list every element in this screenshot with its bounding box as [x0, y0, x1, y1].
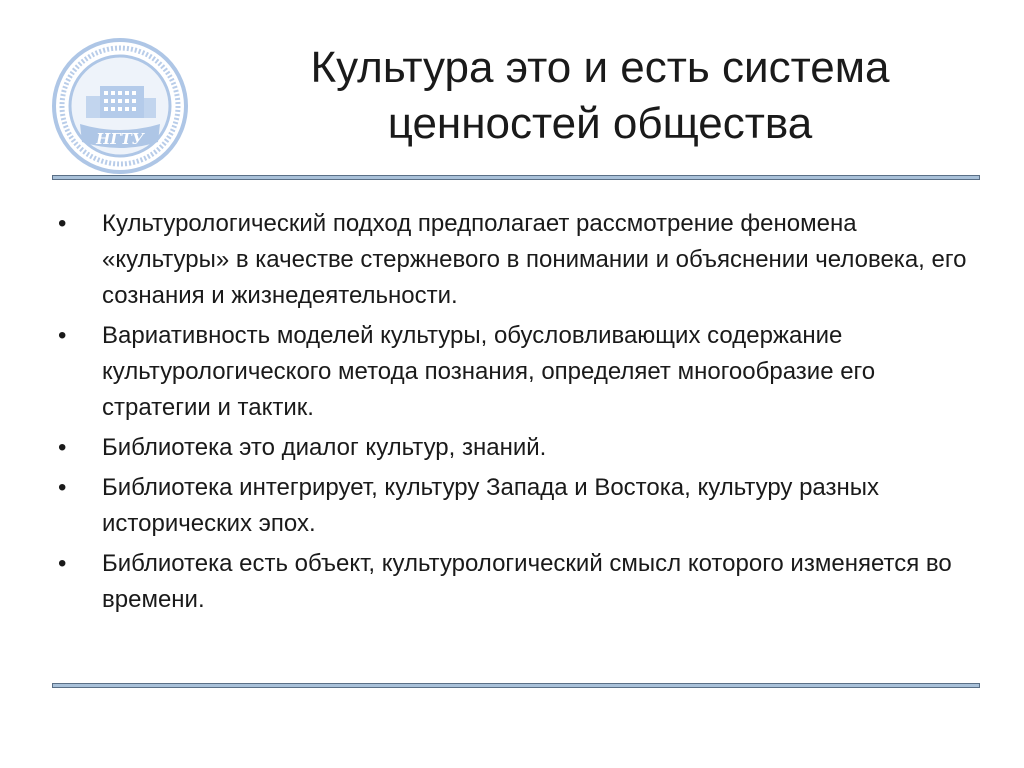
logo-text: НГТУ — [96, 130, 144, 148]
bullet-icon: • — [58, 550, 67, 577]
bullet-item — [56, 318, 976, 426]
slide-title — [200, 40, 1000, 152]
bullet-icon: • — [58, 210, 67, 237]
university-seal-icon — [50, 36, 190, 176]
title-line-1: Культура это и есть система — [310, 43, 890, 92]
university-logo — [50, 36, 190, 176]
title-line-2: ценностей общества — [387, 99, 813, 148]
bullet-icon: • — [58, 474, 67, 501]
bullet-text: Вариативность моделей культуры, обусловливающих содержание культурологического метода познания, определяет многообразие его стратегии и тактик. — [102, 322, 876, 421]
bullet-text: Библиотека есть объект, культурологический смысл которого изменяется во времени. — [102, 550, 952, 613]
bullet-icon: • — [58, 322, 67, 349]
bullet-item — [56, 546, 976, 618]
bullet-icon: • — [58, 434, 67, 461]
top-divider — [52, 175, 980, 180]
bullet-text: Библиотека это диалог культур, знаний. — [102, 434, 547, 461]
bullet-item — [56, 430, 976, 466]
bullet-text: Культурологический подход предполагает рассмотрение феномена «культуры» в качестве стержневого в понимании и объяснении человека, его сознания и жизнедеятельности. — [102, 210, 967, 309]
bullet-text: Библиотека интегрирует, культуру Запада и Востока, культуру разных исторических эпох. — [102, 474, 880, 537]
bullet-item — [56, 206, 976, 314]
bullet-list — [56, 206, 976, 622]
bullet-item — [56, 470, 976, 542]
bottom-divider — [52, 683, 980, 688]
